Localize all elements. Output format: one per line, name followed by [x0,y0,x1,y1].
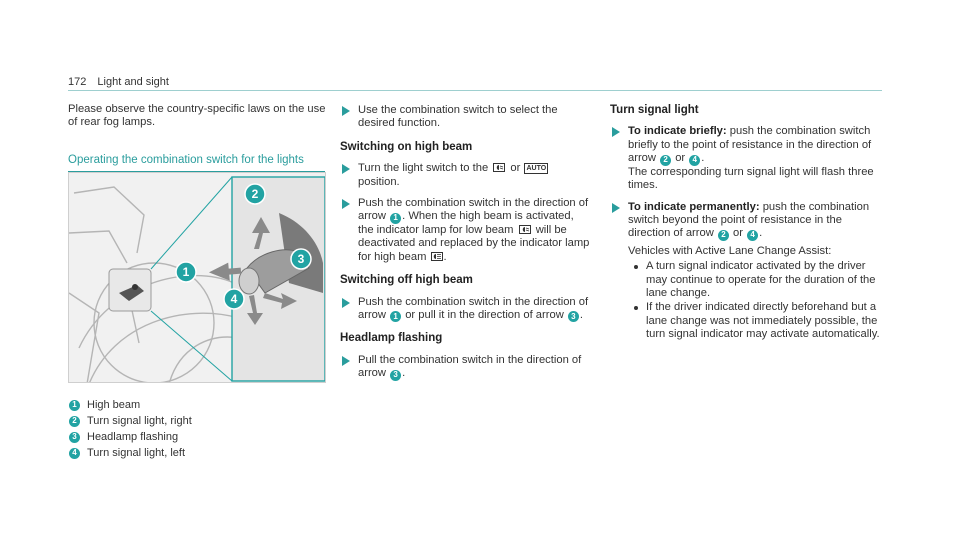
combination-switch-illustration [69,173,326,383]
step-select-function: Use the combination switch to select the desired function. [340,104,590,131]
figure-legend [68,397,192,461]
legend-item: 3 Headlamp flashing [68,429,192,445]
step-turn-light-switch: Turn the light switch to the or AUTO position. [340,162,590,189]
column-left [68,103,326,172]
callout-badge: 4 [689,155,700,166]
svg-text:4: 4 [230,292,238,306]
header-rule [68,90,882,91]
step-indicate-permanently: To indicate permanently: push the combination switch beyond the point of resistance in the direction of arrow 2 or 4 . Vehicles with Active Lane Change Assist: A turn signal indicator activated by the driver may continue to operate for the duration of the lane change. If the driver indicated directly beforehand but a lane change was not immediately possible, the turn signal indicator may activate automatically. [610,201,880,342]
step-arrow-icon [342,106,350,116]
svg-text:2: 2 [251,187,259,201]
callout-badge: 1 [69,400,80,411]
step-arrow-icon [612,203,620,213]
step-push-switch: Push the combination switch in the direction of arrow 1 . When the high beam is activated, the indicator lamp for low beam will be deactivated and replaced by the indicator lamp for high beam . [340,197,590,264]
combination-switch-figure [68,172,326,383]
legend-item: 2 Turn signal light, right [68,413,192,429]
page-number: 172 [68,76,87,88]
svg-text:1: 1 [182,265,190,279]
callout-badge: 2 [69,416,80,427]
svg-text:3: 3 [297,252,305,266]
high-beam-icon [431,252,443,261]
subheading-headlamp-flashing: Headlamp flashing [340,332,443,345]
column-right [610,104,880,342]
callout-badge: 3 [69,432,80,443]
low-beam-icon [493,163,505,172]
list-item: A turn signal indicator activated by the driver may continue to operate for the duration of the lane change. [628,260,880,300]
callout-badge: 4 [747,230,758,241]
step-arrow-icon [342,164,350,174]
step-switch-off: Push the combination switch in the direction of arrow 1 or pull it in the direction of arrow 3 . [340,296,590,323]
step-arrow-icon [342,199,350,209]
callout-badge: 2 [660,155,671,166]
legend-item: 4 Turn signal light, left [68,445,192,461]
step-indicate-briefly: To indicate briefly: push the combination switch briefly to the point of resistance in the direction of arrow 2 or 4 . The corresponding turn signal light will flash three times. [610,125,880,192]
callout-badge: 4 [69,448,80,459]
low-beam-icon [519,225,531,234]
step-arrow-icon [612,127,620,137]
step-arrow-icon [342,298,350,308]
page-header [68,76,169,88]
figure-heading: Operating the combination switch for the lights [68,154,325,172]
callout-badge: 3 [390,370,401,381]
section-title: Light and sight [97,76,169,88]
callout-badge: 1 [390,311,401,322]
intro-text: Please observe the country-specific laws on the use of rear fog lamps. [68,103,326,129]
callout-badge: 3 [568,311,579,322]
callout-badge: 2 [718,230,729,241]
assist-note: Vehicles with Active Lane Change Assist: [628,244,832,257]
subheading-switching-on: Switching on high beam [340,140,473,153]
subheading-switching-off: Switching off high beam [340,274,473,287]
subheading-turn-signal: Turn signal light [610,104,699,116]
column-middle [340,104,590,381]
auto-icon: AUTO [526,165,547,173]
step-arrow-icon [342,356,350,366]
legend-item: 1 High beam [68,397,192,413]
step-headlamp-flash: Pull the combination switch in the direction of arrow 3 . [340,354,590,381]
list-item: If the driver indicated directly beforehand but a lane change was not immediately possible, the turn signal indicator may activate automatically. [628,301,880,341]
assist-bullets [628,260,880,341]
callout-badge: 1 [390,213,401,224]
